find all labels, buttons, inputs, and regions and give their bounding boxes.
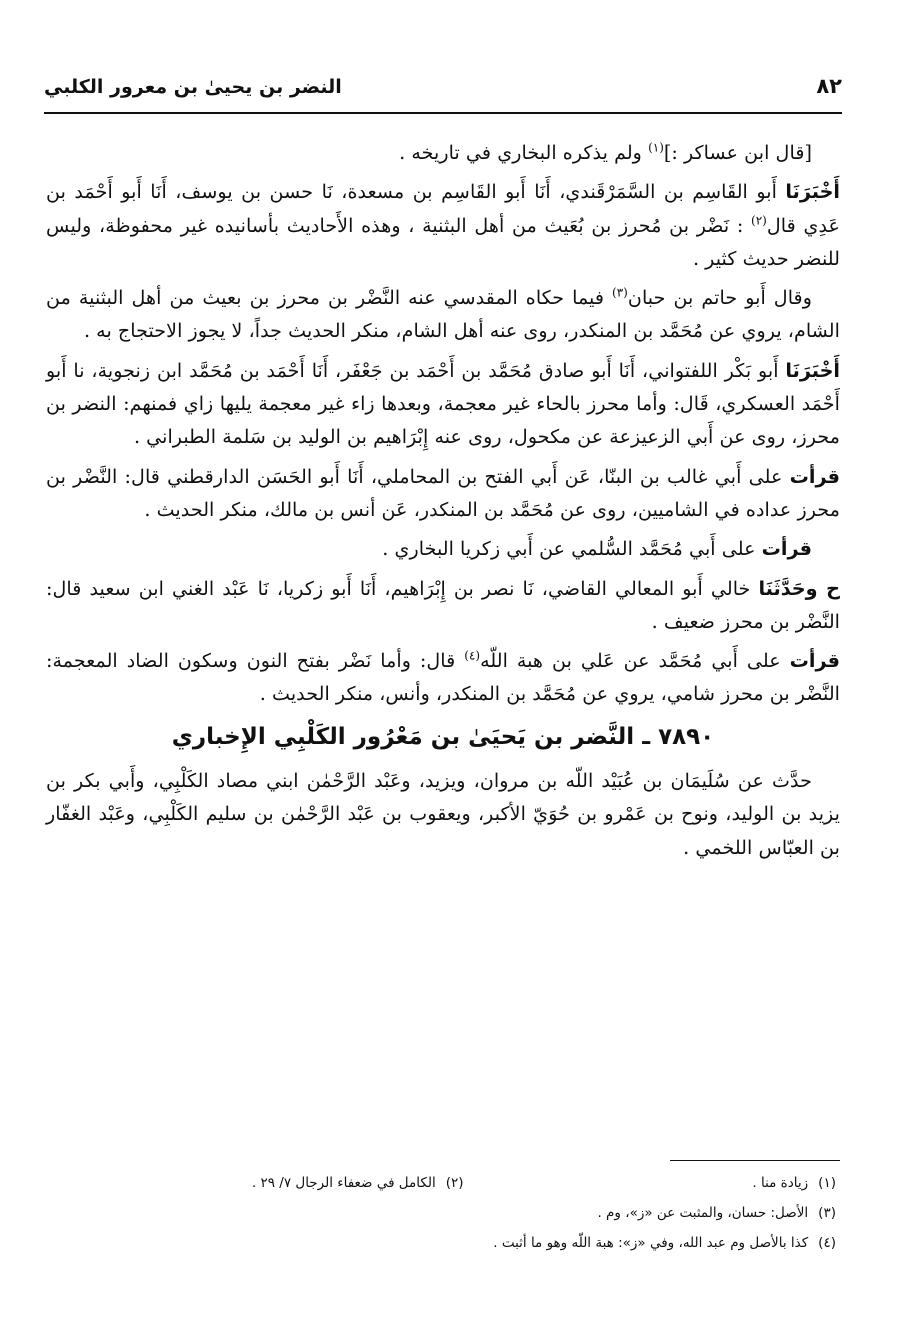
text-run: على أَبي مُحَمَّد السُّلمي عن أَبي زكريا البخاري . (382, 537, 762, 561)
footnote-separator (670, 1160, 840, 1161)
text-run: أَبو القَاسِم بن السَّمَرْقَندي، أَنَا أَبو القَاسِم بن مسعدة، نَا حسن بن يوسف، أَنَا أَبو أَحْمَد بن عَدِي قال (46, 180, 840, 237)
footnote-number: (٣) (818, 1205, 836, 1221)
footnote-text: كذا بالأصل وم عبد الله، وفي «ز»: هبة اللّه وهو ما أثبت . (493, 1235, 809, 1251)
text-run: فيما حكاه المقدسي عنه النَّضْر بن محرز بن بعيث من أهل البثنية من الشام، يروي عن مُحَمَّد بن المنكدر، روى عنه أهل الشام، منكر الحديث جداً، لا يجوز الاحتجاج به . (46, 286, 840, 343)
footnote-text: الأصل: حسان، والمثبت عن «ز»، وم . (597, 1205, 809, 1221)
isnad-keyword: ح وحَدَّثَنَا (758, 576, 840, 600)
text-run: أَبو بَكْر اللفتواني، أَنَا أَبو صادق مُحَمَّد بن أَحْمَد بن جَعْفَر، أَنَا أَحْمَد بن مُحَمَّد ابن زنجوية، نا أَبو أَحْمَد العسكري، قَال: وأما محرز بالحاء غير معجمة، وبعدها زاء غير معجمة يليها زاي فمنهم: النضر بن محرز، روى عن أَبي الزعيزعة عن مكحول، روى عنه إِبْرَاهيم بن الوليد بن سَلمة الطبراني . (46, 358, 840, 449)
footnotes (60, 1168, 836, 1258)
paragraph (46, 354, 840, 454)
text-run: على أَبي غالب بن البنّا، عَن أَبي الفتح بن المحاملي، أَنَا أَبو الحَسَن الدارقطني قال: النَّضْر بن محرز عداده في الشاميين، روى عن مُحَمَّد بن المنكدر، عَن أنس بن مالك، منكر الحديث . (46, 464, 840, 521)
running-title: النضر بن يحيىٰ بن معرور الكلبي (44, 76, 342, 98)
main-text (46, 136, 840, 870)
footnote-1 (464, 1168, 836, 1198)
paragraph (46, 572, 840, 639)
footnote-ref: (٤) (464, 648, 481, 663)
entry-paragraph: حدَّث عن سُلَيمَان بن عُبَيْد اللّه بن مروان، ويزيد، وعَبْد الرَّحْمٰن ابني مصاد الكَلْبِي، وأَبي بكر بن يزيد بن الوليد، ونوح بن عَمْرو بن حُوَيّ الأكبر، ويعقوب بن عَبْد الرَّحْمٰن بن سليم الكَلْبِي، وعَبْد الغفّار بن العبّاس اللخمي . (46, 769, 840, 859)
paragraph (46, 460, 840, 527)
isnad-keyword: قرأت (789, 649, 840, 673)
footnote-number: (٢) (445, 1175, 464, 1191)
footnote-ref: (٢) (751, 213, 767, 228)
footnote-ref: (٣) (612, 285, 628, 300)
isnad-keyword: أَخْبَرَنَا (785, 358, 840, 382)
text-run: خالي أَبو المعالي القاضي، نَا نصر بن إِبْرَاهيم، أَنَا أَبو زكريا، نَا عَبْد الغني ابن سعيد قال: النَّضْر بن محرز ضعيف . (46, 576, 840, 633)
text-run: [قال ابن عساكر :] (663, 141, 812, 164)
text-run: على أَبي مُحَمَّد عن عَلي بن هبة اللّه (480, 649, 790, 673)
entry-title: ٧٨٩٠ ـ النَّضر بن يَحيَىٰ بن مَعْرُور الكَلْبِي الإِخباري (171, 723, 715, 750)
paragraph (46, 644, 840, 711)
footnote-ref: (١) (648, 140, 664, 155)
paragraph (46, 175, 840, 275)
paragraph (46, 532, 840, 565)
footnote-text: الكامل في ضعفاء الرجال ٧/ ٢٩ . (251, 1175, 436, 1191)
footnote-text: زيادة منا . (752, 1175, 809, 1191)
paragraph (46, 136, 840, 169)
isnad-keyword: قرأت (789, 464, 840, 488)
paragraph (46, 281, 840, 348)
text-run: قال: وأما نَضْر بفتح النون وسكون الضاد المعجمة: النَّضْر بن محرز شامي، يروي عن مُحَمَّد بن المنكدر، وأنس، منكر الحديث . (46, 649, 840, 706)
paragraph-list (46, 136, 840, 711)
footnote-3 (60, 1198, 836, 1228)
text-run: ولم يذكره البخاري في تاريخه . (399, 141, 649, 164)
footnote-4 (60, 1228, 836, 1258)
text-run: : نَضْر بن مُحرز بن بُعَيث من أهل البثنية ، وهذه الأَحاديث بأسانيده غير محفوظة، وليس للنضر حديث كثير . (46, 213, 840, 270)
footnote-number: (١) (818, 1175, 836, 1191)
isnad-keyword: أَخْبَرَنَا (785, 180, 840, 204)
isnad-keyword: قرأت (761, 537, 812, 561)
footnote-2 (91, 1168, 463, 1198)
footnote-number: (٤) (818, 1235, 836, 1251)
text-run: وقال أَبو حاتم بن حبان (627, 286, 812, 310)
page-header (44, 72, 842, 114)
page-number: ٨٢ (816, 74, 842, 98)
footnote-row (60, 1168, 836, 1198)
